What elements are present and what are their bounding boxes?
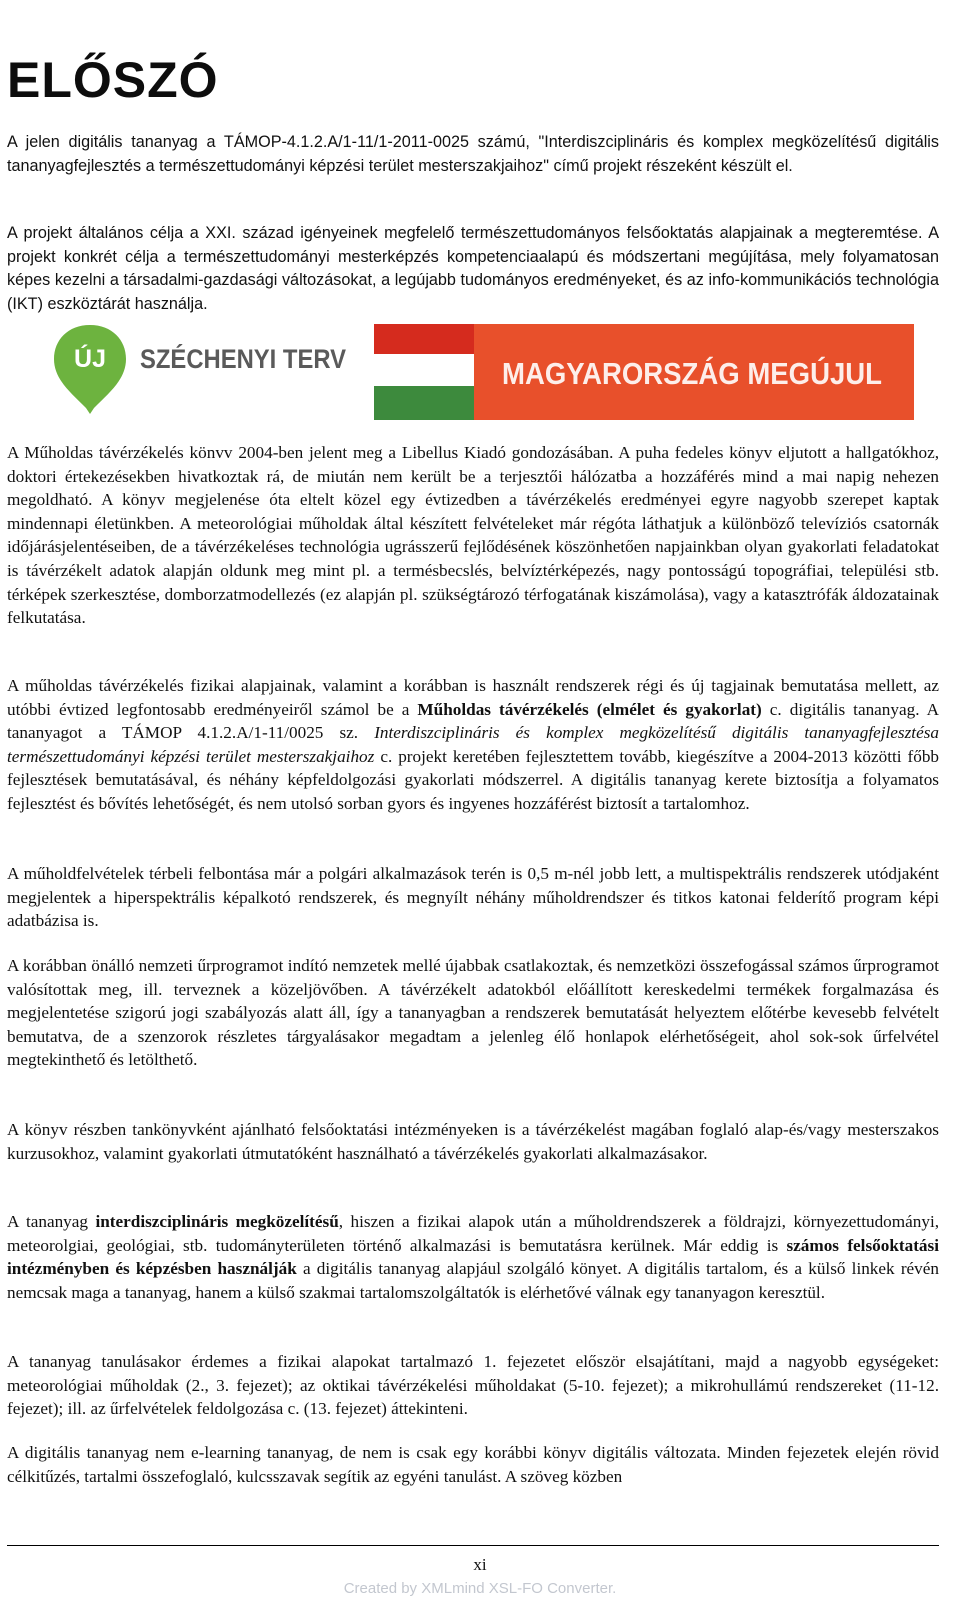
paragraph-interdisciplinary: A tananyag interdiszciplináris megközelítésű, hiszen a fizikai alapok után a műholdrendszerek a földrajzi, környezettudományi, meteorolgiai, geológiai, stb. tudományterületen történő alkalmazási is bemutatásra kerülnek. Már eddig is számos felsőoktatási intézményben és képzésben használják a digitális tananyag alapjául szolgáló könyet. A digitális tartalom, és a külső linkek révén nemcsak maga a tananyag, hanem a külső szakmai tartalomszolgáltatók is elérhetővé válnak egy tananyagon keresztül. xyxy=(7,1212,940,1302)
magyarorszag-megujul-logo xyxy=(374,324,930,420)
uj-szechenyi-terv-logo xyxy=(54,325,374,414)
szechenyi-terv-text: SZÉCHENYI TERV xyxy=(140,344,374,374)
flag-white-stripe xyxy=(374,354,474,386)
paragraph-not-elearning: A digitális tananyag nem e-learning tananyag, de nem is csak egy korábbi könyv digitális változata. Minden fejezetek elején rövid célkitűzés, tartalmi összefoglaló, kulcsszavak segítik az egyéni tanulást. A szöveg közben xyxy=(7,1443,939,1486)
paragraph-resolution: A műholdfelvételek térbeli felbontása már a polgári alkalmazások terén is 0,5 m-nél jobb lett, a multispektrális rendszerek utódjaként megjelentek a hiperspektrális képalkotó rendszerek, és megnyílt néhány műholdrendszer és titkos katonai felderítő program képi adatbázisa is. xyxy=(7,864,939,931)
paragraph-study-order: A tananyag tanulásakor érdemes a fizikai alapokat tartalmazó 1. fejezetet először elsajátítani, majd a nagyobb egységeket: meteorológiai műholdak (2., 3. fejezet); az oktikai távérzékelési műholdakat (5-10. fejezet); a mikrohullámú rendszereket (11-12. fejezet); ill. az űrfelvételek feldolgozása c. (13. fejezet) áttekinteni. xyxy=(7,1352,939,1419)
flag-green-stripe xyxy=(374,386,474,420)
bold-interdisciplinary: interdiszciplináris megközelítésű xyxy=(95,1212,339,1231)
flag-red-stripe xyxy=(374,324,474,354)
szechenyi-terv-logo-banner xyxy=(48,322,932,427)
converter-watermark: Created by XMLmind XSL-FO Converter. xyxy=(343,1580,617,1597)
intro-paragraph-1: A jelen digitális tananyag a TÁMOP-4.1.2.A/1-11/1-2011-0025 számú, "Interdiszciplináris és komplex megközelítésű digitális tananyagfejlesztés a természettudományi képzési terület mesterszakjaihoz" című projekt részeként készült el. xyxy=(7,133,939,175)
magyarorszag-megujul-text: MAGYARORSZÁG MEGÚJUL xyxy=(502,356,930,391)
paragraph-space-programs: A korábban önálló nemzeti űrprogramot indító nemzetek mellé újabbak csatlakoztak, és nemzetközi összefogással számos űrprogramot valósítottak meg, ill. terveznek a közeljövőben. A távérzékelt adatokból előállított kereskedelmi termékek forgalmazása és megjelentetése szigorú jogi szabályozás alatt áll, így a tananyagban a rendszerek bemutatását helyeztem előtérbe kevesebb felvételt bemutatva, de a szenzorok részletes tárgyalásakor megadtam a jelenleg élő honlapok elérhetőségeit, ahol sok-sok űrfelvétel megtekinthető és letölthető. xyxy=(7,956,939,1070)
paragraph-textbook-use: A könyv részben tankönyvként ajánlható felsőoktatási intézményeken is a távérzékelést magában foglaló alap-és/vagy mesterszakos kurzusokhoz, valamint gyakorlati útmutatóként használható a távérzékelés gyakorlati alkalmazásakor. xyxy=(7,1120,939,1163)
footer-divider xyxy=(7,1545,939,1546)
uj-badge-text: ÚJ xyxy=(74,345,106,373)
italic-project-title: Interdiszciplináris és komplex megközelítésű digitális tananyagfejlesztésa természettudományi képzési terület mesterszakjaihoz xyxy=(7,723,939,766)
paragraph-book-history: A Műholdas távérzékelés könvv 2004-ben jelent meg a Libellus Kiadó gondozásában. A puha fedeles könyv eljutott a hallgatókhoz, doktori értekezésekben hivatkoztak rá, de miután nem került be a terjesztői hálózatba a hozzáférés mind a mai napig nehezen megoldható. A könyv megjelenése óta eltelt közel egy évtizedben a távérzékelés eredményei egyre nagyobb szerepet kaptak mindennapi életünkben. A meteorológiai műholdak által készített felvételeket már régóta láthatjuk a különböző televíziós csatornák időjárásjelentéseiben, de a távérzékeléses technológia ugrásszerű fejlődésének köszönhetően napjainkban olyan gyakorlati feladatokat is távérzékelt adatok alapján oldunk meg mint pl. a termésbecslés, belvíztérképezés, nagy pontosságú topográfiai, települési stb. térképek szerkesztése, domborzatmodellezés (ez alapján pl. szükségtározó térfogatának kiszámolása), vagy a katasztrófák áldozatainak felkutatása. xyxy=(7,443,939,628)
bold-used-in-institutions: számos felsőoktatási intézményben és képzésben használják xyxy=(7,1235,939,1279)
paragraph-course-material: A műholdas távérzékelés fizikai alapjainak, valamint a korábban is használt rendszerek régi és új tagjainak bemutatása mellett, az utóbbi évtized legfontosabb eredményeiről számol be a Műholdas távérzékelés (elmélet és gyakorlat) c. digitális tananyag. A tananyagot a TÁMOP 4.1.2.A/1-11/0025 sz. Interdiszciplináris és komplex megközelítésű digitális tananyagfejlesztésa természettudományi képzési terület mesterszakjaihoz c. projekt keretében fejlesztettem tovább, kiegészítve a 2004-2013 közötti főbb fejlesztések bemutatásával, és néhány képfeldolgozási gyakorlati módszerrel. A digitális tananyag kerete biztosítja a folyamatos fejlesztést és bővítés lehetőségét, és nem utolsó sorban gyors és ingyenes hozzáférést biztosít a tartalomhoz. xyxy=(7,676,940,813)
page-number: xi xyxy=(473,1555,487,1574)
intro-paragraph-2: A projekt általános célja a XXI. század igényeinek megfelelő természettudományos felsőoktatás alapjainak a megteremtése. A projekt konkrét célja a természettudományi mesterképzés kompetenciaalapú és módszertani megújítása, mely folyamatosan képes kezelni a társadalmi-gazdasági változásokat, a legújabb tudományos eredményeket, és az info-kommunikációs technológia (IKT) eszköztárát használja. xyxy=(7,224,939,313)
page-title: ELŐSZÓ xyxy=(7,52,219,108)
bold-title: Műholdas távérzékelés (elmélet és gyakorlat) xyxy=(417,699,762,719)
